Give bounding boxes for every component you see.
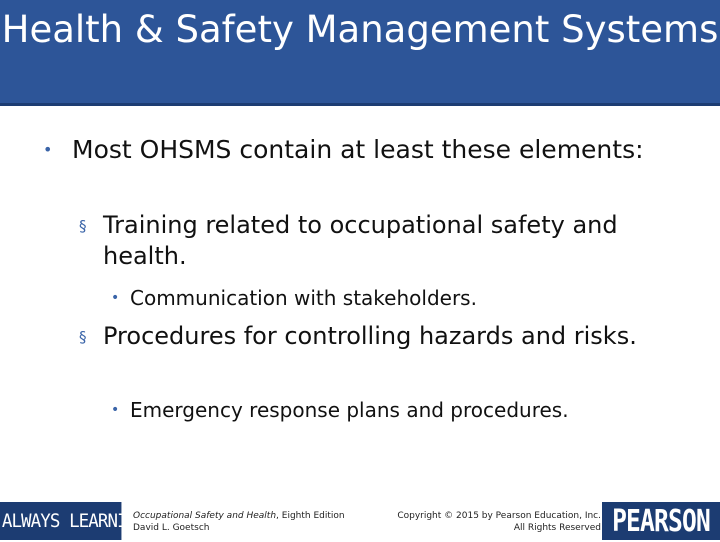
bullet-dot-icon: •: [43, 140, 53, 159]
bullet-text: Training related to occupational safety and health.: [103, 211, 618, 270]
bullet-text: Most OHSMS contain at least these elements:: [72, 135, 644, 164]
book-citation: [133, 510, 345, 534]
bullet-text: Procedures for controlling hazards and risks.: [103, 322, 637, 350]
always-learning-logo: ALWAYS LEARNING: [0, 502, 121, 540]
section-square-icon: §: [79, 328, 87, 346]
copyright-notice: [388, 510, 601, 534]
book-edition: , Eighth Edition: [276, 511, 345, 521]
bullet-level2-procedures: [79, 321, 673, 352]
bullet-level1: [43, 134, 672, 165]
bullet-level2-training: [79, 210, 673, 272]
bullet-text: Communication with stakeholders.: [130, 286, 477, 310]
section-square-icon: §: [79, 217, 87, 235]
book-title: Occupational Safety and Health: [133, 511, 277, 521]
book-author: David L. Goetsch: [133, 523, 210, 533]
bullet-dot-icon: •: [111, 402, 120, 418]
bullet-text: Emergency response plans and procedures.: [130, 398, 569, 422]
rights-text: All Rights Reserved: [513, 523, 601, 533]
bullet-level3-emergency: [111, 396, 610, 424]
bullet-level3-communication: [111, 284, 670, 312]
copyright-text: Copyright © 2015 by Pearson Education, Inc.: [397, 511, 601, 521]
slide-title: Health & Safety Management Systems: [1, 8, 719, 51]
bullet-dot-icon: •: [111, 290, 120, 306]
pearson-logo: PEARSON: [602, 502, 720, 540]
